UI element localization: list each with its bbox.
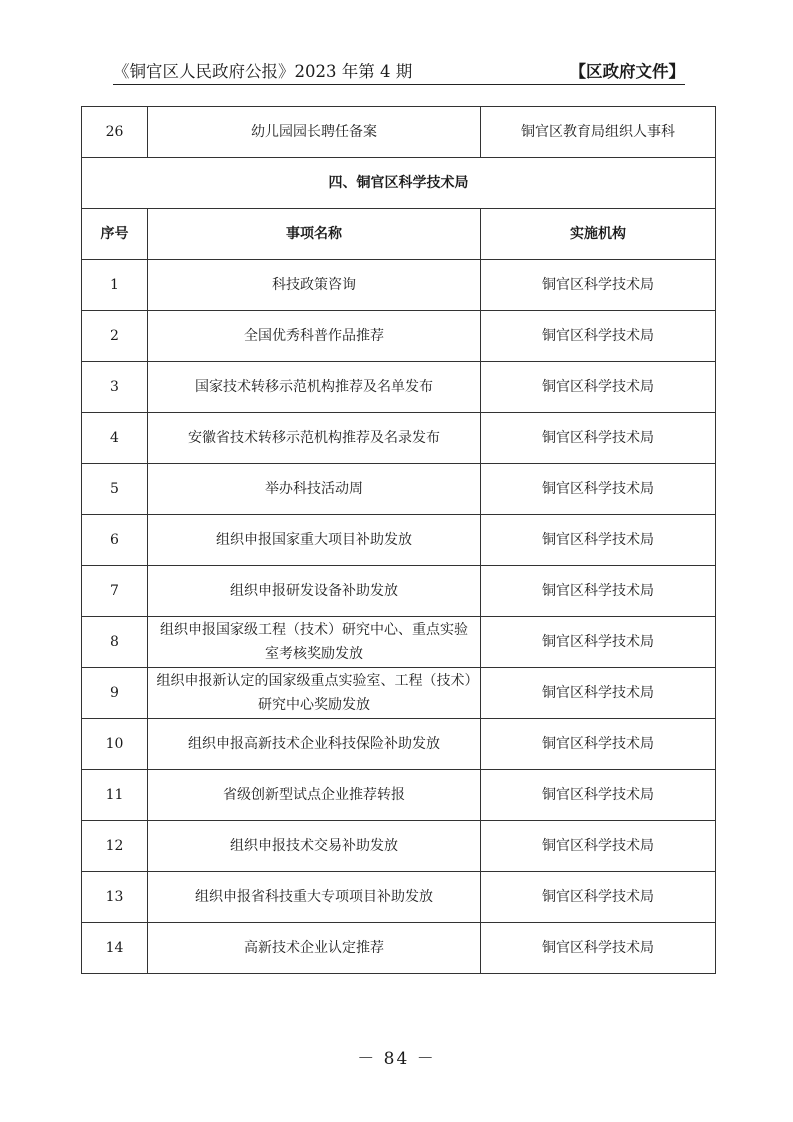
document-category: 【区政府文件】 xyxy=(569,62,685,81)
row-number: 26 xyxy=(82,107,148,158)
row-number: 3 xyxy=(82,362,148,413)
header-rule xyxy=(113,84,685,85)
implementing-agency: 铜官区科学技术局 xyxy=(481,515,716,566)
table-row xyxy=(82,566,716,617)
table-row xyxy=(82,872,716,923)
item-name: 省级创新型试点企业推荐转报 xyxy=(148,770,481,821)
item-name: 组织申报高新技术企业科技保险补助发放 xyxy=(148,719,481,770)
row-number: 9 xyxy=(82,668,148,719)
row-number: 10 xyxy=(82,719,148,770)
section-row xyxy=(82,158,716,209)
table-row xyxy=(82,617,716,668)
item-name: 幼儿园园长聘任备案 xyxy=(148,107,481,158)
table-row xyxy=(82,107,716,158)
implementing-agency: 铜官区科学技术局 xyxy=(481,770,716,821)
table-row xyxy=(82,260,716,311)
column-header-org: 实施机构 xyxy=(481,209,716,260)
table-row xyxy=(82,464,716,515)
implementing-agency: 铜官区科学技术局 xyxy=(481,464,716,515)
implementing-agency: 铜官区教育局组织人事科 xyxy=(481,107,716,158)
item-name: 组织申报国家重大项目补助发放 xyxy=(148,515,481,566)
item-name: 全国优秀科普作品推荐 xyxy=(148,311,481,362)
section-title: 四、铜官区科学技术局 xyxy=(82,158,716,209)
item-name: 组织申报技术交易补助发放 xyxy=(148,821,481,872)
implementing-agency: 铜官区科学技术局 xyxy=(481,821,716,872)
item-name: 组织申报新认定的国家级重点实验室、工程（技术）研究中心奖励发放 xyxy=(148,668,481,719)
item-name: 组织申报研发设备补助发放 xyxy=(148,566,481,617)
row-number: 2 xyxy=(82,311,148,362)
row-number: 1 xyxy=(82,260,148,311)
table-row xyxy=(82,311,716,362)
items-table xyxy=(81,106,716,974)
table-row xyxy=(82,923,716,974)
item-name: 国家技术转移示范机构推荐及名单发布 xyxy=(148,362,481,413)
table-row xyxy=(82,770,716,821)
item-name: 安徽省技术转移示范机构推荐及名录发布 xyxy=(148,413,481,464)
item-name: 组织申报省科技重大专项项目补助发放 xyxy=(148,872,481,923)
column-header-name: 事项名称 xyxy=(148,209,481,260)
row-number: 14 xyxy=(82,923,148,974)
item-name: 科技政策咨询 xyxy=(148,260,481,311)
page-header xyxy=(113,58,685,82)
implementing-agency: 铜官区科学技术局 xyxy=(481,668,716,719)
row-number: 12 xyxy=(82,821,148,872)
table-row xyxy=(82,821,716,872)
item-name: 举办科技活动周 xyxy=(148,464,481,515)
implementing-agency: 铜官区科学技术局 xyxy=(481,617,716,668)
table-row xyxy=(82,719,716,770)
implementing-agency: 铜官区科学技术局 xyxy=(481,566,716,617)
row-number: 7 xyxy=(82,566,148,617)
table-row xyxy=(82,668,716,719)
row-number: 4 xyxy=(82,413,148,464)
implementing-agency: 铜官区科学技术局 xyxy=(481,413,716,464)
implementing-agency: 铜官区科学技术局 xyxy=(481,872,716,923)
implementing-agency: 铜官区科学技术局 xyxy=(481,260,716,311)
implementing-agency: 铜官区科学技术局 xyxy=(481,311,716,362)
row-number: 6 xyxy=(82,515,148,566)
table-row xyxy=(82,515,716,566)
row-number: 5 xyxy=(82,464,148,515)
implementing-agency: 铜官区科学技术局 xyxy=(481,923,716,974)
row-number: 13 xyxy=(82,872,148,923)
item-name: 高新技术企业认定推荐 xyxy=(148,923,481,974)
item-name: 组织申报国家级工程（技术）研究中心、重点实验室考核奖励发放 xyxy=(148,617,481,668)
bulletin-title: 《铜官区人民政府公报》2023 年第 4 期 xyxy=(113,62,413,81)
table-row xyxy=(82,362,716,413)
header-row xyxy=(82,209,716,260)
page-number: － 84 － xyxy=(357,1049,436,1069)
row-number: 11 xyxy=(82,770,148,821)
row-number: 8 xyxy=(82,617,148,668)
column-header-no: 序号 xyxy=(82,209,148,260)
table-row xyxy=(82,413,716,464)
implementing-agency: 铜官区科学技术局 xyxy=(481,719,716,770)
implementing-agency: 铜官区科学技术局 xyxy=(481,362,716,413)
